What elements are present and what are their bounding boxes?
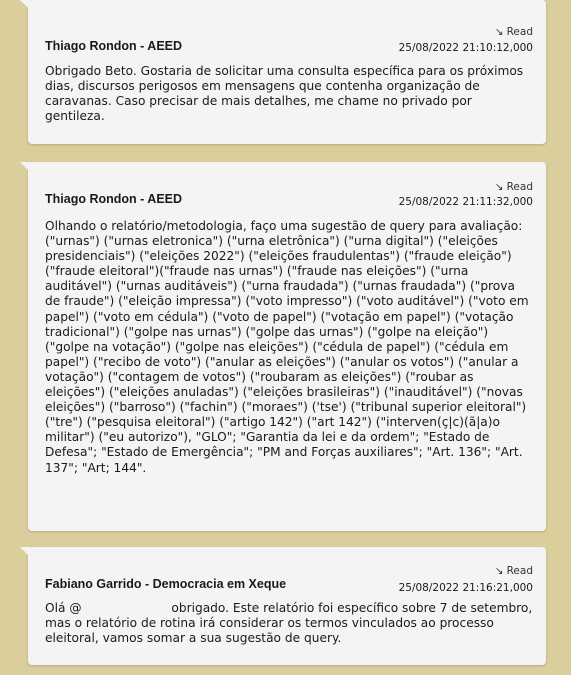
- arrow-down-right-icon: ↘: [494, 181, 504, 193]
- greeting-prefix: Olá @: [45, 601, 82, 615]
- read-label: Read: [506, 181, 533, 193]
- message-text: [45, 601, 534, 646]
- read-label: Read: [506, 565, 533, 577]
- message-timestamp: 25/08/2022 21:10:12,000: [398, 42, 533, 54]
- read-label: Read: [506, 26, 533, 38]
- sender-name: Fabiano Garrido - Democracia em Xeque: [45, 577, 287, 591]
- bubble-tail: [20, 0, 30, 10]
- sender-name: Thiago Rondon - AEED: [45, 192, 183, 206]
- message-timestamp: 25/08/2022 21:11:32,000: [398, 196, 533, 208]
- message-bubble[interactable]: [28, 162, 546, 531]
- message-body: obrigado. Este relatório foi específico sobre 7 de setembro, mas o relatório de rotina irá considerar os termos vinculados ao processo eleitoral, vamos somar a sua sugestão de query.: [45, 601, 533, 646]
- arrow-down-right-icon: ↘: [494, 565, 504, 577]
- message-timestamp: 25/08/2022 21:16:21,000: [398, 582, 533, 594]
- read-status: [495, 26, 533, 38]
- bubble-tail: [20, 162, 30, 172]
- bubble-tail: [20, 547, 30, 557]
- read-status: [495, 565, 533, 577]
- message-bubble[interactable]: [28, 0, 546, 144]
- message-bubble[interactable]: [28, 547, 546, 665]
- sender-name: Thiago Rondon - AEED: [45, 39, 183, 53]
- message-text: Obrigado Beto. Gostaria de solicitar uma consulta específica para os próximos dias, discursos perigosos em mensagens que contenha organização de caravanas. Caso precisar de mais detalhes, me chame no privado por gentileza.: [45, 64, 524, 124]
- arrow-down-right-icon: ↘: [494, 26, 504, 38]
- read-status: [495, 181, 533, 193]
- message-text: Olhando o relatório/metodologia, faço uma sugestão de query para avaliação: ("urnas") ("urnas eletronica") ("urna eletrônica") ("urna digital") ("eleições presidenciais") ("eleições 2022") ("eleições fraudulentas") ("fraude eleição")("fraude eleitoral")("fraude nas urnas") ("fraude nas eleições") ("urna auditável") ("urnas auditáveis") ("urna fraudada") ("urnas fraudada") ("prova de fraude") ("eleição impressa") ("voto impresso") ("voto auditável") ("voto em papel") ("voto em cédula") ("voto de papel") ("votação em papel") ("votação tradicional") ("golpe nas urnas") ("golpe das urnas") ("golpe na eleição") ("golpe na votação") ("golpe nas eleições") ("cédula de papel") ("cédula em papel") ("recibo de voto") ("anular as eleições") ("anular os votos") ("anular a votação") ("contagem de votos") ("roubaram as eleições") ("roubar as eleições") ("eleições anuladas") ("eleições brasileiras") ("inauditável") ("novas eleições") ("barroso") ("fachin") ("moraes") ('tse') ("tribunal superior eleitoral") ("tre") ("pesquisa eleitoral") ("artigo 142") ("art 142") ("interven(ç|c)(ã|a)o militar") ("eu autorizo"), "GLO"; "Garantia da lei e da ordem"; "Estado de Defesa"; "Estado de Emergência"; "PM and Forças auxiliares"; "Art. 136"; "Art. 137"; "Art; 144".: [45, 219, 529, 475]
